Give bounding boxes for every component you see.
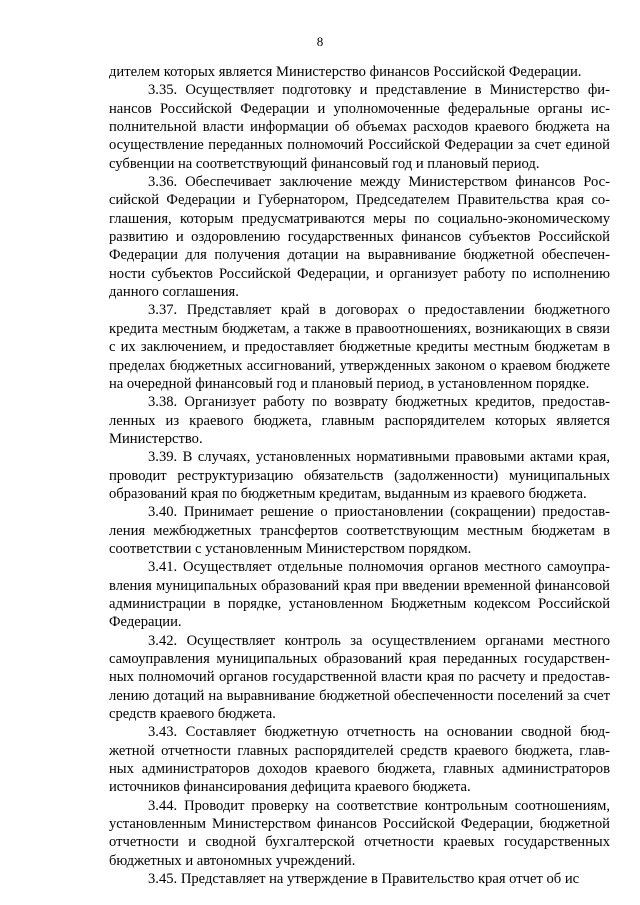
paragraph-3-40: 3.40. Принимает решение о приостановлении (сокращении) предоставления межбюджетных трансфертов соответствующим местным бюджетам в соответствии с установленным Министерством порядком. [109, 504, 610, 557]
paragraph-3-35: 3.35. Осуществляет подготовку и представление в Министерство финансов Российской Федерации и уполномоченные федеральные органы исполнительной власти информации об объемах расходов краевого бюджета на осуществление переданных полномочий Российской Федерации за счет единой субвенции на соответствующий финансовый год и плановый период. [109, 82, 610, 172]
paragraph-3-39: 3.39. В случаях, установленных нормативными правовыми актами края, проводит реструктуризацию обязательств (задолженности) муниципальных образований края по бюджетным кредитам, выданным из краевого бюджета. [109, 449, 610, 502]
paragraph-continuation: дителем которых является Министерство финансов Российской Федерации. [109, 64, 582, 80]
paragraph-3-43: 3.43. Составляет бюджетную отчетность на основании сводной бюджетной отчетности главных распорядителей средств краевого бюджета, главных администраторов доходов краевого бюджета, главных администраторов источников финансирования дефицита краевого бюджета. [109, 724, 610, 796]
paragraph-3-41: 3.41. Осуществляет отдельные полномочия органов местного самоуправления муниципальных образований края при введении временной финансовой администрации в порядке, установленном Бюджетным кодексом Российской Федерации. [109, 559, 610, 631]
paragraph-3-42: 3.42. Осуществляет контроль за осуществлением органами местного самоуправления муниципальных образований края переданных государственных полномочий органов государственной власти края по расчету и предоставлению дотаций на выравнивание бюджетной обеспеченности поселений за счет средств краевого бюджета. [109, 632, 610, 723]
paragraph-3-44: 3.44. Проводит проверку на соответствие контрольным соотношениям, установленным Министерством финансов Российской Федерации, бюджетной отчетности и сводной бухгалтерской отчетности краевых государственных бюджетных и автономных учреждений. [109, 797, 610, 869]
paragraph-3-37: 3.37. Представляет край в договорах о предоставлении бюджетного кредита местным бюджетам, а также в правоотношениях, возникающих в связи с их заключением, и предоставляет бюджетные кредиты местным бюджетам в пределах бюджетных ассигнований, утвержденных законом о краевом бюджете на очередной финансовый год и плановый период, в установленном порядке. [109, 302, 610, 392]
document-body [109, 63, 610, 888]
paragraph-3-38: 3.38. Организует работу по возврату бюджетных кредитов, предоставленных из краевого бюджета, главным распорядителем которых является Министерство. [109, 394, 610, 447]
paragraph-3-45: 3.45. Представляет на утверждение в Правительство края отчет об ис [148, 871, 580, 888]
page-number: 8 [316, 34, 324, 49]
paragraph-3-36: 3.36. Обеспечивает заключение между Министерством финансов Российской Федерации и Губернатором, Председателем Правительства края соглашения, которым предусматриваются меры по социально-экономическому развитию и оздоровлению государственных финансов субъектов Российской Федерации для получения дотации на выравнивание бюджетной обеспеченности субъектов Российской Федерации, и организует работу по исполнению данного соглашения. [109, 174, 610, 301]
